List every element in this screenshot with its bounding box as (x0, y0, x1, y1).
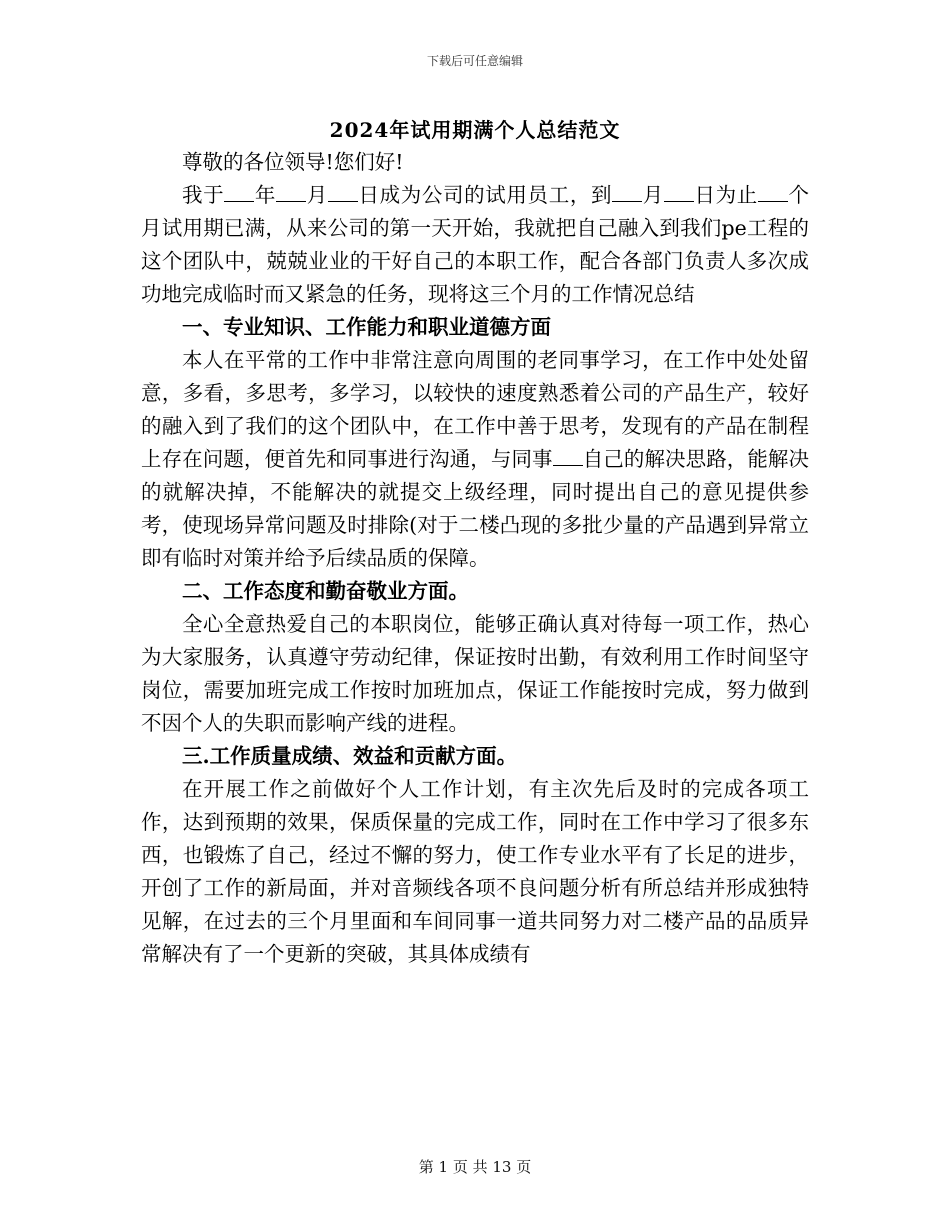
intro-paragraph (141, 179, 809, 311)
intro-text: 日为止 (693, 183, 758, 207)
page-number: 第 1 页 共 13 页 (418, 1158, 532, 1176)
blank-field (612, 183, 642, 202)
intro-text: 月 (306, 183, 328, 207)
greeting: 尊敬的各位领导!您们好! (182, 150, 404, 174)
section-heading-2: 二、工作态度和勤奋敬业方面。 (182, 579, 469, 603)
blank-field (276, 183, 306, 202)
header-note: 下载后可任意编辑 (426, 54, 523, 68)
blank-field (664, 183, 694, 202)
section-paragraph-1 (141, 344, 809, 575)
section-heading-3: 三.工作质量成绩、效益和贡献方面。 (182, 744, 518, 768)
section-text: 本人在平常的工作中非常注意向周围的老同事学习，在工作中处处留意，多看，多思考，多学习，以较快的速度熟悉着公司的产品生产，较好的融入到了我们的这个团队中，在工作中善于思考，发现有的产品在制程上存在问题，便首先和同事进行沟通，与同事 (141, 348, 809, 471)
section-heading-1: 一、专业知识、工作能力和职业道德方面 (182, 315, 551, 339)
intro-text: 我于 (182, 183, 225, 207)
intro-text: 月 (642, 183, 664, 207)
document-body (141, 146, 809, 971)
intro-text: 日成为公司的试用员工，到 (357, 183, 613, 207)
blank-field (553, 447, 583, 466)
document-title: 2024年试用期满个人总结范文 (329, 118, 621, 142)
blank-field (328, 183, 358, 202)
blank-field (758, 183, 788, 202)
section-text: 自己的解决思路，能解决的就解决掉，不能解决的就提交上级经理，同时提出自己的意见提供参考，使现场异常问题及时排除(对于二楼凸现的多批少量的产品遇到异常立即有临时对策并给予后续品质的保障。 (141, 447, 810, 570)
blank-field (224, 183, 254, 202)
intro-text: 年 (254, 183, 277, 207)
intro-text: 个月试用期已满，从来公司的第一天开始，我就把自己融入到我们pe工程的这个团队中，兢兢业业的干好自己的本职工作，配合各部门负责人多次成功地完成临时而又紧急的任务，现将这三个月的工作情况总结 (141, 183, 810, 306)
section-paragraph-2: 全心全意热爱自己的本职岗位，能够正确认真对待每一项工作，热心为大家服务，认真遵守劳动纪律，保证按时出勤，有效利用工作时间坚守岗位，需要加班完成工作按时加班加点，保证工作能按时完成，努力做到不因个人的失职而影响产线的进程。 (141, 612, 809, 735)
section-paragraph-3: 在开展工作之前做好个人工作计划，有主次先后及时的完成各项工作，达到预期的效果，保质保量的完成工作，同时在工作中学习了很多东西，也锻炼了自己，经过不懈的努力，使工作专业水平有了长足的进步，开创了工作的新局面，并对音频线各项不良问题分析有所总结并形成独特见解，在过去的三个月里面和车间同事一道共同努力对二楼产品的品质异常解决有了一个更新的突破，其具体成绩有 (141, 777, 809, 966)
